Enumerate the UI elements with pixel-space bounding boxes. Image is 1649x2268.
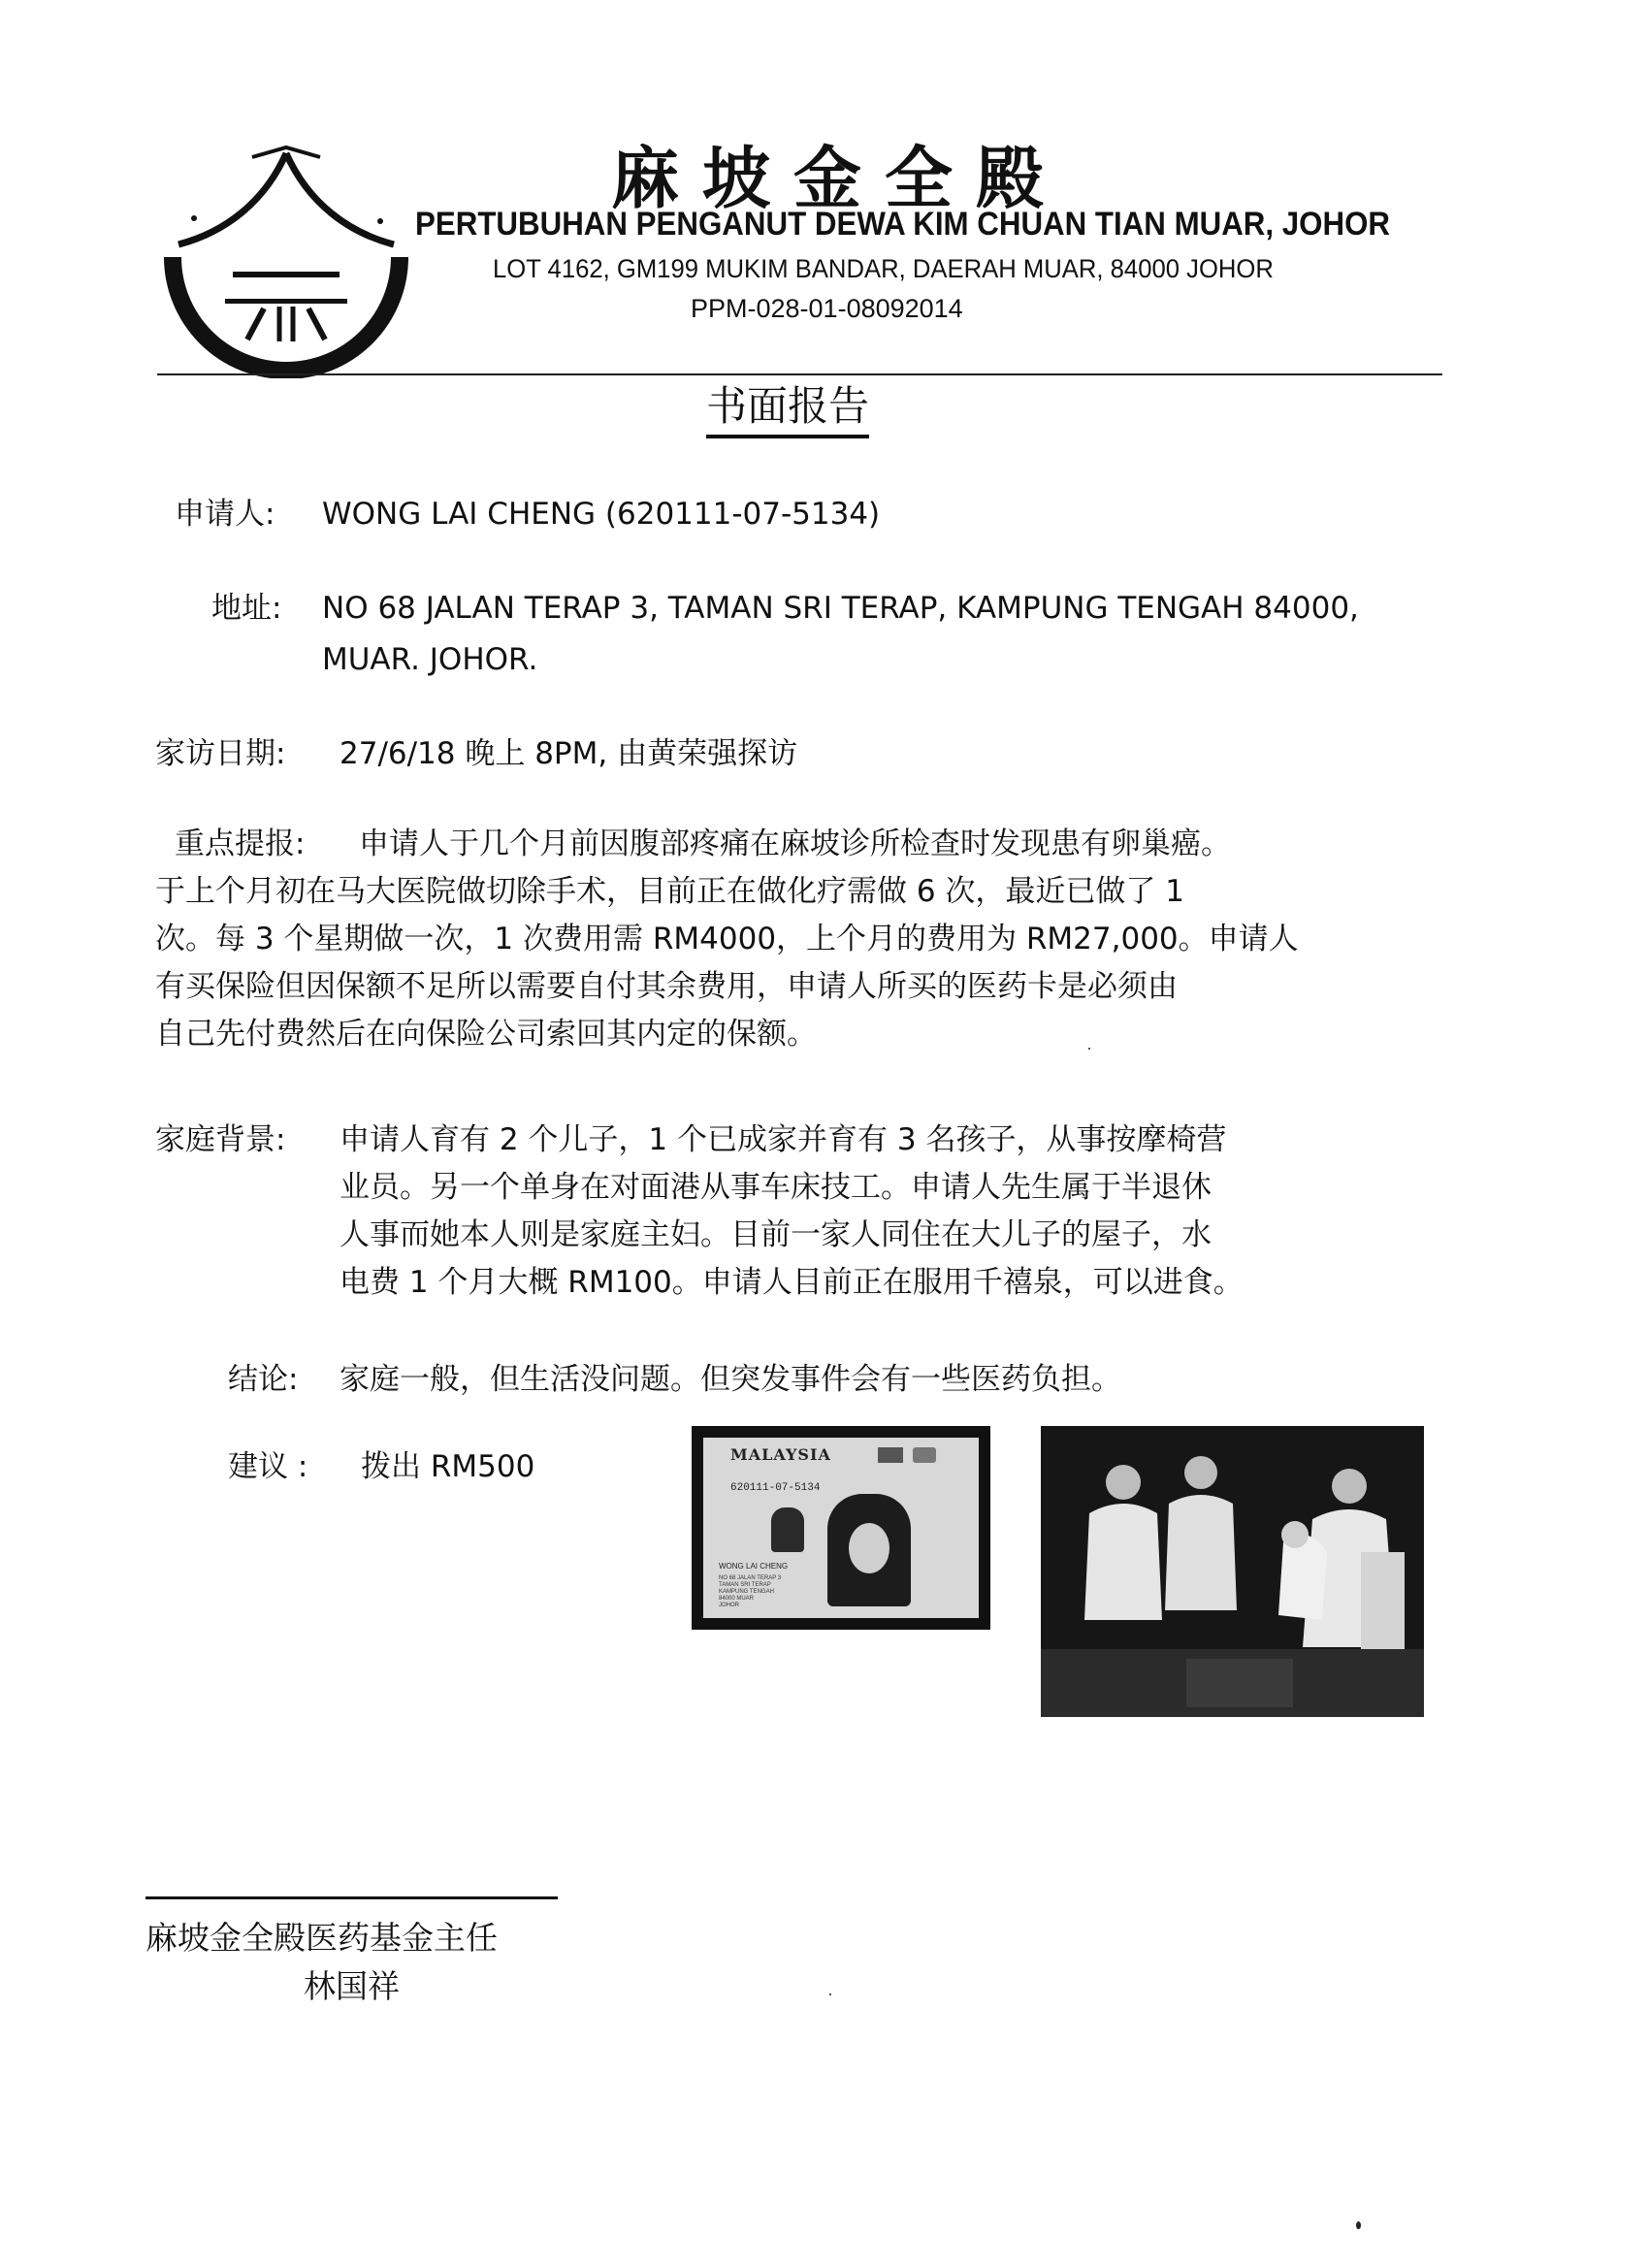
family-line: 申请人育有 2 个儿子，1 个已成家并育有 3 名孩子，从事按摩椅营 (340, 1122, 1227, 1157)
org-address: LOT 4162, GM199 MUKIM BANDAR, DAERAH MUAR, 84000 JOHOR (493, 254, 1274, 283)
address-line-1: NO 68 JALAN TERAP 3, TAMAN SRI TERAP, KAMPUNG TENGAH 84000, (322, 591, 1359, 626)
scan-speck (829, 1993, 831, 1995)
home-visit-photo (1041, 1426, 1424, 1717)
org-name-chinese: 麻坡金全殿 (611, 138, 1067, 218)
id-small-portrait (771, 1507, 804, 1552)
highlights-line: 自己先付费然后在向保险公司索回其内定的保额。 (155, 1017, 817, 1052)
highlights-line: 于上个月初在马大医院做切除手术，目前正在做化疗需做 6 次，最近已做了 1 (155, 874, 1185, 909)
signature-line (146, 1896, 558, 1899)
address-line-2: MUAR. JOHOR. (322, 642, 538, 677)
chip-icon (913, 1447, 936, 1463)
id-card-name: WONG LAI CHENG (719, 1562, 789, 1571)
visit-label: 家访日期: (155, 736, 286, 771)
highlights-line: 有买保险但因保额不足所以需要自付其余费用，申请人所买的医药卡是必须由 (155, 969, 1178, 1004)
id-card-address: NO 68 JALAN TERAP 3 TAMAN SRI TERAP KAMPUNG TENGAH 84000 MUAR JOHOR (719, 1575, 782, 1608)
address-label: 地址: (211, 591, 282, 626)
highlights-label: 重点提报: (175, 826, 306, 861)
conclusion-label: 结论: (228, 1362, 299, 1397)
signatory-name: 林国祥 (304, 1967, 400, 2005)
family-line: 业员。另一个单身在对面港从事车床技工。申请人先生属于半退休 (340, 1170, 1212, 1205)
org-name-english: PERTUBUHAN PENGANUT DEWA KIM CHUAN TIAN MUAR, JOHOR (415, 206, 1391, 243)
recommendation-label: 建议 : (228, 1449, 308, 1484)
portrait-face (849, 1523, 889, 1573)
temple-logo (155, 136, 417, 378)
document-title: 书面报告 (706, 374, 869, 438)
id-main-portrait (827, 1494, 911, 1606)
highlights-line: 申请人于几个月前因腹部疼痛在麻坡诊所检查时发现患有卵巢癌。 (359, 826, 1231, 861)
family-paragraph (340, 1122, 1455, 1329)
flag-icon (878, 1447, 903, 1463)
family-label: 家庭背景: (155, 1122, 286, 1157)
signatory-title: 麻坡金全殿医药基金主任 (146, 1919, 498, 1957)
id-card-photo (692, 1426, 990, 1630)
org-registration-number: PPM-028-01-08092014 (691, 294, 963, 323)
scan-speck (1356, 2221, 1361, 2229)
family-line: 人事而她本人则是家庭主妇。目前一家人同住在大儿子的屋子，水 (340, 1217, 1212, 1252)
recommendation-value: 拨出 RM500 (361, 1449, 535, 1484)
visit-value: 27/6/18 晚上 8PM, 由黄荣强探访 (340, 736, 798, 771)
applicant-label: 申请人: (175, 497, 275, 532)
applicant-value: WONG LAI CHENG (620111-07-5134) (322, 497, 881, 532)
scan-speck (1088, 1048, 1090, 1050)
id-card-country: MALAYSIA (730, 1445, 831, 1464)
highlights-paragraph (155, 826, 1455, 1082)
id-card (703, 1438, 979, 1618)
conclusion-value: 家庭一般，但生活没问题。但突发事件会有一些医药负担。 (340, 1362, 1121, 1397)
highlights-line: 次。每 3 个星期做一次，1 次费用需 RM4000，上个月的费用为 RM27,000。申请人 (155, 922, 1299, 956)
id-card-number: 620111-07-5134 (730, 1482, 821, 1494)
family-line: 电费 1 个月大概 RM100。申请人目前正在服用千禧泉，可以进食。 (340, 1265, 1244, 1300)
